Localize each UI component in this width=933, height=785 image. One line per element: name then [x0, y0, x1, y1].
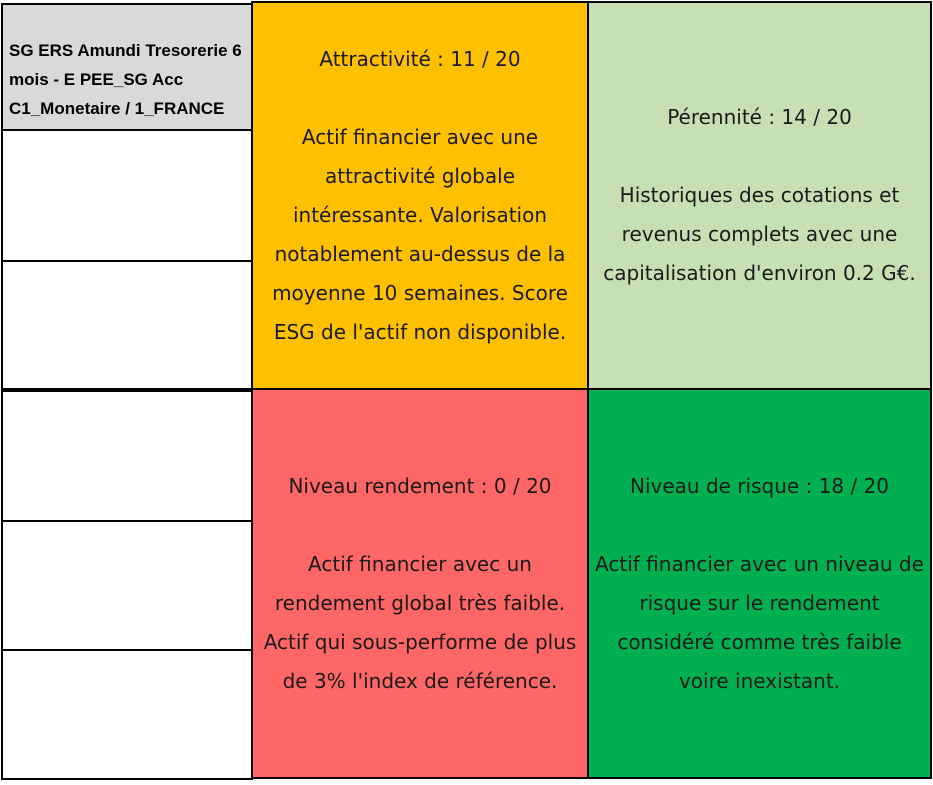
perennite-panel[interactable] — [587, 1, 932, 390]
asset-title-cell[interactable] — [1, 3, 253, 131]
rendement-description: Actif financier avec un rendement global très faible. Actif qui sous-performe de plus de 3% l'index de référence. — [263, 551, 577, 693]
risque-description: Actif financier avec un niveau de risque sur le rendement considéré comme très faible voire inexistant. — [595, 551, 924, 693]
perennite-description: Historiques des cotations et revenus complets avec une capitalisation d'environ 0.2 G€. — [603, 183, 916, 285]
rendement-score: Niveau rendement : 0 / 20 — [288, 473, 552, 498]
attractivite-score: Attractivité : 11 / 20 — [319, 46, 521, 71]
asset-title: SG ERS Amundi Tresorerie 6 mois - E PEE_SG Acc C1_Monetaire / 1_FRANCE — [9, 41, 242, 118]
empty-cell[interactable] — [1, 260, 253, 390]
empty-cell[interactable] — [1, 649, 253, 780]
empty-cell[interactable] — [1, 129, 253, 262]
rendement-panel[interactable] — [251, 388, 589, 779]
perennite-score: Pérennité : 14 / 20 — [667, 105, 852, 129]
attractivite-description: Actif financier avec une attractivité globale intéressante. Valorisation notablement au-dessus de la moyenne 10 semaines. Score ESG de l'actif non disponible. — [272, 124, 568, 344]
empty-cell[interactable] — [1, 520, 253, 651]
risque-panel[interactable] — [587, 388, 932, 779]
risque-score: Niveau de risque : 18 / 20 — [630, 473, 889, 498]
empty-cell[interactable] — [1, 390, 253, 522]
attractivite-panel[interactable] — [251, 1, 589, 390]
